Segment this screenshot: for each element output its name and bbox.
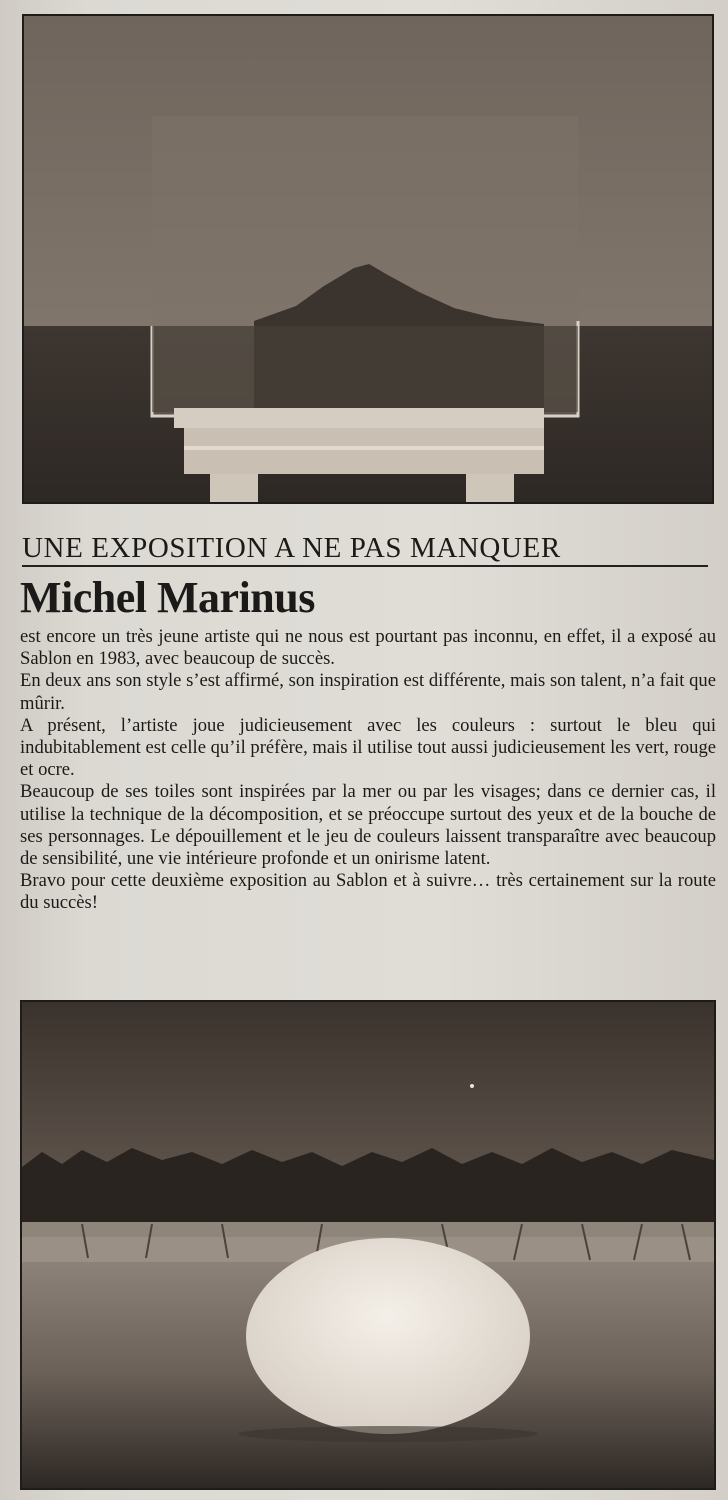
- mountain-painting-image: [24, 16, 712, 502]
- article-paragraph: Beaucoup de ses toiles sont inspirées par la mer ou par les visages; dans ce dernier cas, il utilise la technique de la décomposition, et se préoccupe surtout des yeux et de la bouche de ses personnages. Le dépouillement et le jeu de couleurs laissent transparaître avec beaucoup de sensibilité, une vie intérieure profonde et un onirisme latent.: [20, 781, 716, 870]
- article-paragraph: A présent, l’artiste joue judicieusement avec les couleurs : surtout le bleu qui indubitablement est celle qu’il préfère, mais il utilise tout aussi judicieusement les vert, rouge et ocre.: [20, 714, 716, 781]
- article-title: Michel Marinus: [20, 573, 315, 622]
- article-paragraph: Bravo pour cette deuxième exposition au Sablon et à suivre… très certainement sur la route du succès!: [20, 870, 716, 914]
- painting-photo-seascape: [20, 1000, 716, 1490]
- painting-photo-mountain: [22, 14, 714, 504]
- article-body: [20, 626, 716, 915]
- seascape-painting-image: [22, 1002, 714, 1488]
- article-paragraph: est encore un très jeune artiste qui ne nous est pourtant pas inconnu, en effet, il a exposé au Sablon en 1983, avec beaucoup de succès.: [20, 626, 716, 670]
- article-kicker: UNE EXPOSITION A NE PAS MANQUER: [22, 532, 708, 567]
- article-paragraph: En deux ans son style s’est affirmé, son inspiration est différente, mais son talent, n’a fait que mûrir.: [20, 670, 716, 714]
